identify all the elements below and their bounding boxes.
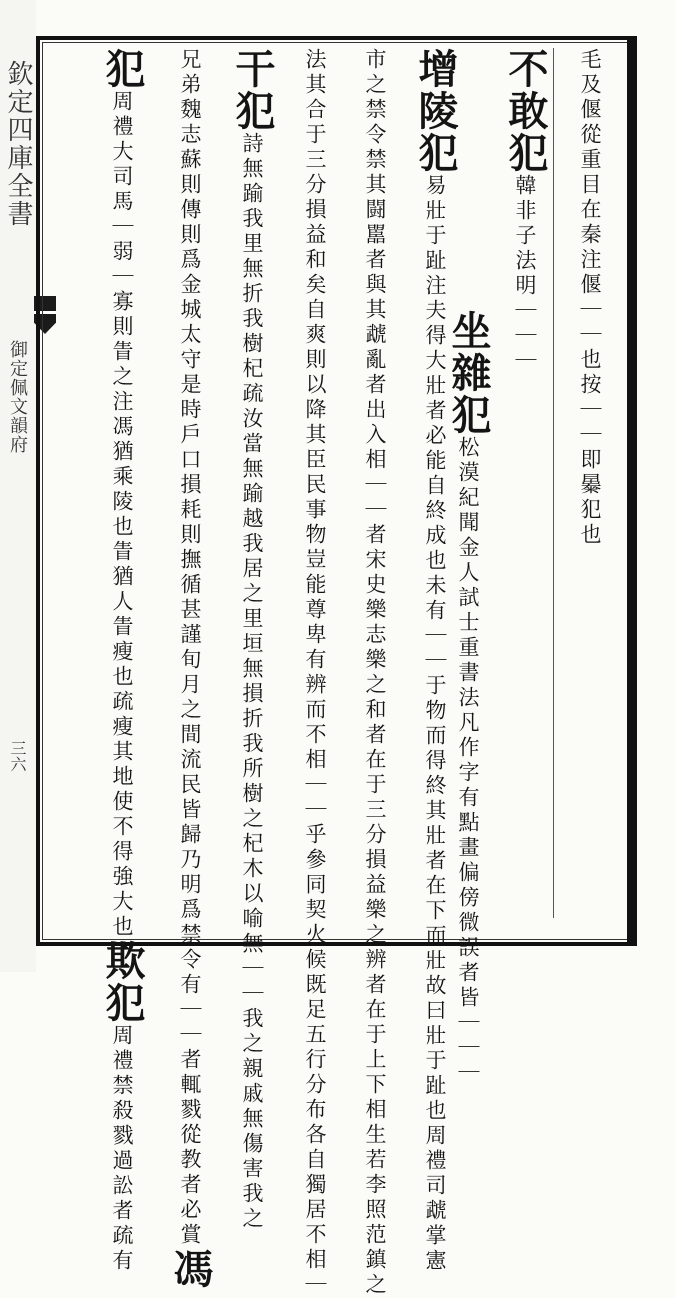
column-text: 周禮大司馬｜弱｜寡則眚之注馮猶乘陵也眚猶人眚瘦也疏瘦其地使不得強大也 [110, 90, 134, 940]
entry-tail: 馮 [167, 1248, 214, 1290]
column-text: 市之禁令禁其闘嚚者與其虣亂者出入相｜｜者宋史樂志樂之和者在于三分損益樂之辨者在于上下相生若李照范鎮之 [363, 48, 387, 1298]
column-text: 毛及偃從重目在秦注偃｜｜也按｜｜即㬥犯也 [578, 48, 602, 548]
text-column-5 [345, 48, 405, 1298]
column-text: 易壯于趾注夫得大壯者必能自終成也未有｜｜于物而得終其壯者在下而壯故曰壯于趾也周禮司虣掌憲 [423, 174, 447, 1274]
column-text: 兄弟魏志蘇則傳則爲金城太守是時戶口損耗則撫循甚謹旬月之間流民皆歸乃明爲禁令有｜｜者輒戮從教者必賞 [178, 48, 202, 1248]
column-text-2: 周禮禁殺戮過訟者疏有 [110, 1024, 134, 1274]
edge-book-title: 御定佩文韻府 [7, 340, 28, 454]
entry-head: 干犯 [229, 48, 276, 132]
text-column-7 [222, 48, 282, 1232]
edge-page-number: 三六 [8, 740, 27, 772]
column-text: 松漠紀聞金人試士重書法凡作字有點畫偏傍微誤者皆｜｜｜ [456, 436, 480, 1086]
text-column-4 [405, 48, 465, 1274]
entry-head: 不敢犯 [502, 48, 549, 174]
entry-head: 犯 [99, 48, 146, 90]
entry-head: 坐雜犯 [445, 310, 492, 436]
text-column-1 [560, 48, 620, 918]
column-text: 法其合于三分損益和矣自爽則以降其臣民事物豈能尊卑有辨而不相｜｜乎參同契火候既足五行分布各自獨居不相｜ [303, 48, 327, 1298]
column-text: 詩無踰我里無折我樹杞疏汝當無踰越我居之里垣無損折我所樹之杞木以喻無｜｜我之親戚無傷害我之 [240, 132, 264, 1232]
entry-head: 增陵犯 [412, 48, 459, 174]
text-column-9 [62, 48, 152, 1274]
edge-title: 欽定四庫全書 [3, 60, 33, 228]
text-column-6 [285, 48, 345, 1298]
entry-head-2: 欺犯 [99, 940, 146, 1024]
text-column-8 [160, 48, 220, 1290]
column-text: 韓非子法明｜｜｜ [513, 174, 537, 374]
page-frame-right-bar [627, 36, 637, 946]
